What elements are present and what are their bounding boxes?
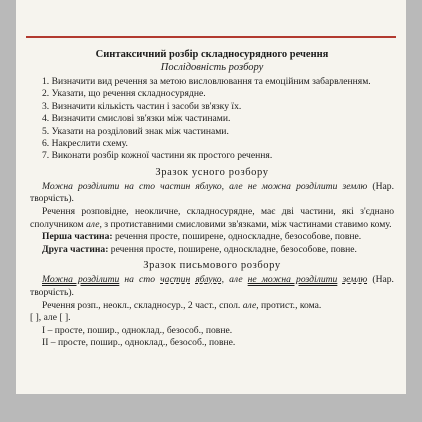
step-item: 5. Указати на розділовий знак між частинами. (42, 125, 229, 137)
object-1: яблуко (195, 274, 222, 286)
step-item: 6. Накреслити схему. (42, 138, 128, 150)
ex-part-2: на сто (119, 274, 161, 286)
top-divider (26, 36, 396, 38)
object-2: землю (342, 274, 368, 286)
written-analysis-conj: але (242, 299, 257, 311)
oral-part2 (30, 244, 394, 257)
scheme: [ ], але [ ]. (30, 312, 71, 324)
step-item: 4. Визначити смислові зв'язки між частинами. (42, 113, 231, 125)
part2-label: Друга частина: (42, 243, 109, 255)
step-item: 1. Визначити вид речення за метою висловлювання та емоційним забарвленням. (42, 76, 371, 87)
attribute-word: частин (160, 274, 191, 286)
written-heading: Зразок письмового розбору (143, 260, 281, 272)
oral-example-text: Можна розділити на сто частин яблуко, але не можна розділити землю (42, 180, 368, 192)
oral-analysis (30, 206, 394, 231)
oral-example-source: (Нар. творчість). (30, 180, 394, 205)
oral-analysis-a: Речення розповідне, неокличне, складносурядне, має дві частини, які з'єднано сполучником (30, 206, 394, 230)
written-analysis-a: Речення розп., неокл., складносур., 2 част., спол. (42, 299, 243, 311)
oral-example (30, 181, 394, 206)
oral-analysis-conj: але (86, 218, 100, 230)
step-item: 2. Указати, що речення складносурядне. (42, 88, 206, 100)
predicate-2: не можна розділити (247, 274, 338, 286)
step-item: 7. Виконати розбір кожної частини як простого речення. (42, 150, 273, 162)
written-example (30, 274, 394, 299)
written-analysis (30, 300, 394, 313)
part1-text: речення просте, поширене, односкладне, безособове, повне. (112, 231, 362, 243)
step-item: 3. Визначити кількість частин і засоби зв'язку їх. (42, 100, 242, 112)
written-line-1: І – просте, пошир., одноклад., безособ., повне. (42, 324, 233, 336)
bottom-margin (0, 394, 422, 422)
ex-part-6: , але (221, 274, 248, 286)
part1-label: Перша частина: (42, 231, 113, 243)
oral-heading: Зразок усного розбору (155, 166, 269, 178)
page-title: Синтаксичний розбір складносурядного речення (95, 49, 329, 60)
written-line-2: ІІ – просте, пошир., одноклад., безособ., повне. (42, 337, 236, 349)
page-content (30, 48, 394, 350)
written-analysis-end: , протист., кома. (256, 299, 322, 311)
textbook-page (16, 0, 406, 422)
page-subtitle: Послідовність розбору (160, 62, 264, 73)
oral-part1 (30, 231, 394, 244)
part2-text: речення просте, поширене, односкладне, безособове, повне. (108, 243, 357, 255)
written-source: (Нар. творчість). (30, 274, 394, 298)
oral-analysis-b: , з протиставними смисловими зв'язками, між частинами ставимо кому. (99, 218, 392, 230)
steps-list (30, 76, 394, 163)
predicate-1: Можна розділити (42, 274, 120, 286)
